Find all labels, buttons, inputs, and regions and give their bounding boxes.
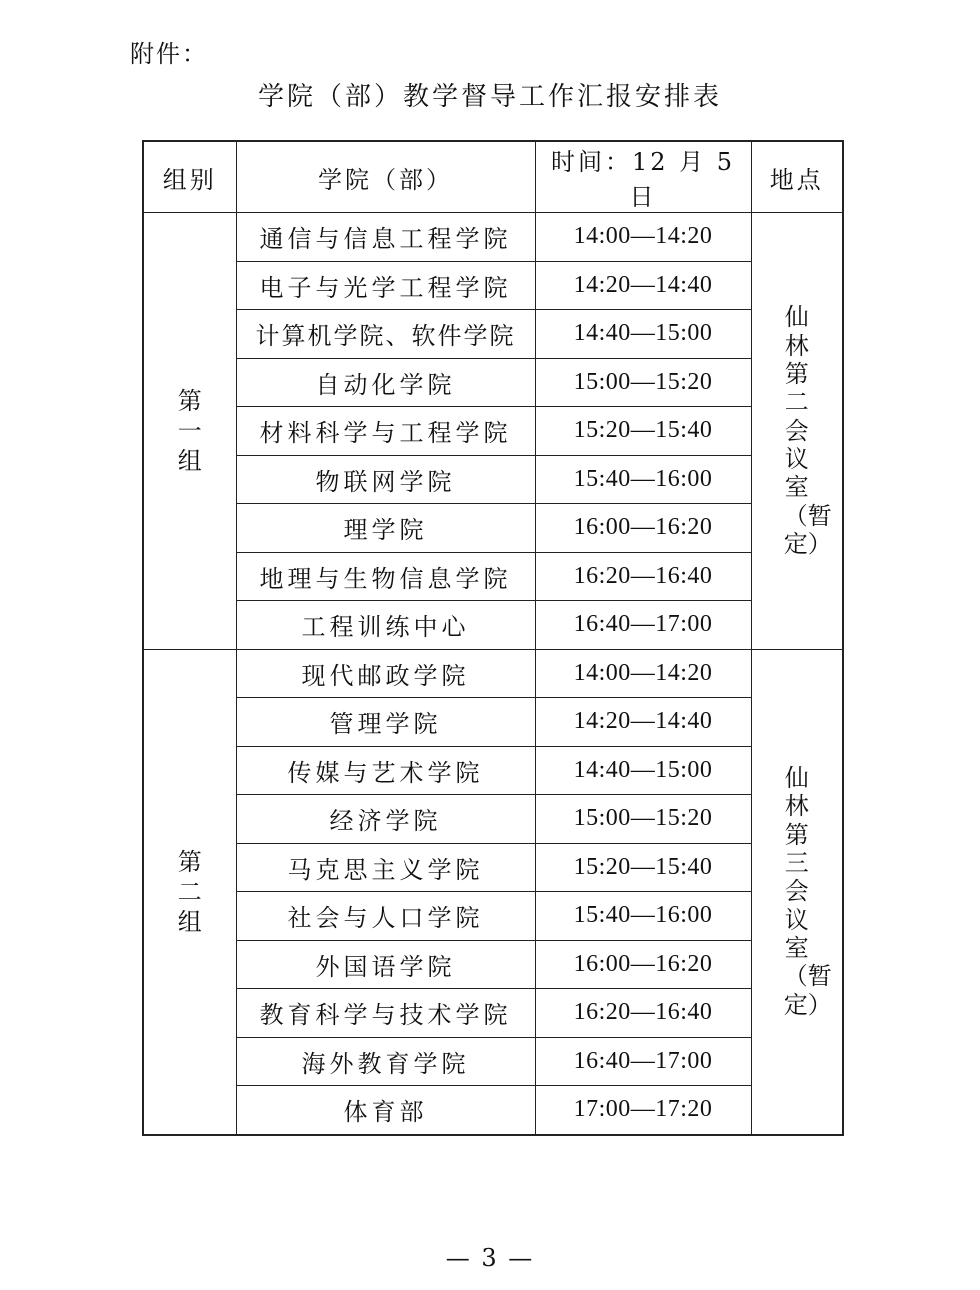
college-cell: 现代邮政学院 — [236, 649, 535, 698]
attachment-label: 附件： — [130, 40, 208, 68]
table-row — [143, 940, 843, 989]
time-cell: 14:00—14:20 — [535, 649, 751, 698]
location-name: 仙林第三会议室（暂定） — [783, 764, 832, 1019]
time-cell: 15:00—15:20 — [535, 795, 751, 844]
table-row — [143, 746, 843, 795]
header-row — [143, 141, 843, 213]
group-name: 第一组 — [177, 386, 202, 475]
table-row — [143, 213, 843, 262]
time-cell: 16:20—16:40 — [535, 552, 751, 601]
table-row — [143, 1086, 843, 1135]
table-row — [143, 601, 843, 650]
header-time: 时间：12 月 5 日 — [535, 141, 751, 213]
college-cell: 自动化学院 — [236, 358, 535, 407]
time-cell: 17:00—17:20 — [535, 1086, 751, 1135]
time-cell: 14:40—15:00 — [535, 746, 751, 795]
time-cell: 15:40—16:00 — [535, 892, 751, 941]
college-cell: 电子与光学工程学院 — [236, 261, 535, 310]
table-row — [143, 358, 843, 407]
time-cell: 15:40—16:00 — [535, 455, 751, 504]
time-cell: 16:00—16:20 — [535, 504, 751, 553]
location-name: 仙林第二会议室（暂定） — [783, 303, 832, 558]
table-row — [143, 1037, 843, 1086]
location-cell — [751, 213, 843, 650]
time-cell: 15:20—15:40 — [535, 407, 751, 456]
time-cell: 14:20—14:40 — [535, 261, 751, 310]
time-cell: 14:20—14:40 — [535, 698, 751, 747]
time-cell: 16:40—17:00 — [535, 1037, 751, 1086]
group-cell — [143, 213, 236, 650]
header-location: 地点 — [751, 141, 843, 213]
college-cell: 地理与生物信息学院 — [236, 552, 535, 601]
college-cell: 通信与信息工程学院 — [236, 213, 535, 262]
schedule-table — [142, 140, 844, 1136]
page-number: — 3 — — [445, 1244, 535, 1272]
college-cell: 管理学院 — [236, 698, 535, 747]
table-row — [143, 892, 843, 941]
table-row — [143, 552, 843, 601]
header-college: 学院（部） — [236, 141, 535, 213]
college-cell: 物联网学院 — [236, 455, 535, 504]
table-row — [143, 843, 843, 892]
time-cell: 16:40—17:00 — [535, 601, 751, 650]
college-cell: 社会与人口学院 — [236, 892, 535, 941]
college-cell: 经济学院 — [236, 795, 535, 844]
college-cell: 传媒与艺术学院 — [236, 746, 535, 795]
table-row — [143, 310, 843, 359]
college-cell: 马克思主义学院 — [236, 843, 535, 892]
time-cell: 15:00—15:20 — [535, 358, 751, 407]
group-name: 第二组 — [177, 847, 202, 936]
college-cell: 体育部 — [236, 1086, 535, 1135]
table-row — [143, 455, 843, 504]
location-cell — [751, 649, 843, 1135]
table-row — [143, 698, 843, 747]
time-cell: 15:20—15:40 — [535, 843, 751, 892]
college-cell: 工程训练中心 — [236, 601, 535, 650]
college-cell: 外国语学院 — [236, 940, 535, 989]
table-row — [143, 649, 843, 698]
time-cell: 16:20—16:40 — [535, 989, 751, 1038]
table-row — [143, 795, 843, 844]
table-row — [143, 504, 843, 553]
table-row — [143, 407, 843, 456]
college-cell: 教育科学与技术学院 — [236, 989, 535, 1038]
table-row — [143, 261, 843, 310]
group-cell — [143, 649, 236, 1135]
time-cell: 14:00—14:20 — [535, 213, 751, 262]
college-cell: 计算机学院、软件学院 — [236, 310, 535, 359]
time-cell: 14:40—15:00 — [535, 310, 751, 359]
college-cell: 材料科学与工程学院 — [236, 407, 535, 456]
table-row — [143, 989, 843, 1038]
college-cell: 海外教育学院 — [236, 1037, 535, 1086]
time-cell: 16:00—16:20 — [535, 940, 751, 989]
page-title: 学院（部）教学督导工作汇报安排表 — [257, 82, 722, 112]
header-group: 组别 — [143, 141, 236, 213]
college-cell: 理学院 — [236, 504, 535, 553]
